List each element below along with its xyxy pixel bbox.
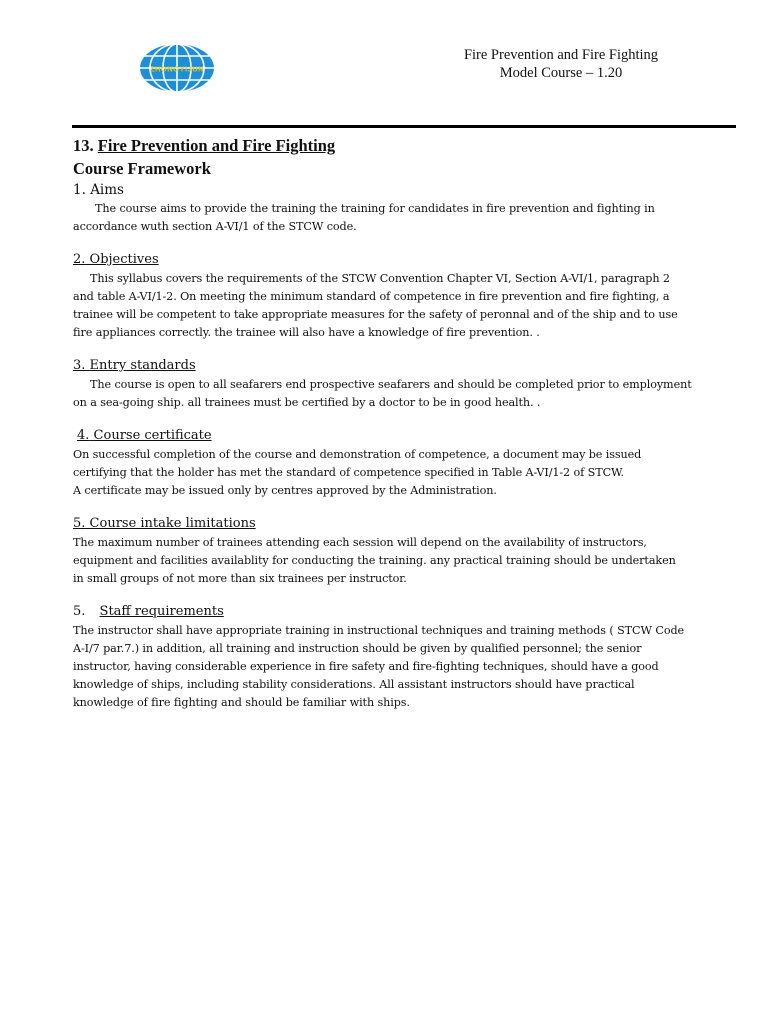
section-title: Objectives xyxy=(89,252,159,267)
section-body-intake-limitations xyxy=(73,534,725,588)
section-title: Staff requirements xyxy=(99,604,224,619)
section-body-aims xyxy=(73,200,725,236)
text-line: A certificate may be issued only by centres approved by the Administration. xyxy=(73,484,497,497)
section-heading-course-certificate xyxy=(73,428,725,444)
text-line: A-I/7 par.7.) in addition, all training and instruction should be given by qualified personnel; the senior xyxy=(73,642,642,655)
section-body-entry-standards xyxy=(73,376,725,412)
section-body-course-certificate xyxy=(73,446,725,500)
text-line: The course is open to all seafarers end prospective seafarers and should be completed prior to employment xyxy=(90,378,692,391)
main-heading-number: 13. xyxy=(73,136,94,155)
logo-text: ZHONGYIJUN xyxy=(149,64,205,74)
text-line: The course aims to provide the training the training for candidates in fire prevention and fighting in xyxy=(95,202,655,215)
document-body xyxy=(73,136,725,712)
text-line: trainee will be competent to take appropriate measures for the safety of peronnal and of the ship and to use xyxy=(73,308,678,321)
section-body-staff-requirements xyxy=(73,622,725,712)
text-line: knowledge of ships, including stability considerations. All assistant instructors should have practical xyxy=(73,678,635,691)
text-line: in small groups of not more than six trainees per instructor. xyxy=(73,572,407,585)
text-line: The maximum number of trainees attending each session will depend on the availability of instructors, xyxy=(73,536,647,549)
section-title: Course intake limitations xyxy=(89,516,256,531)
section-number: 2. xyxy=(73,252,86,267)
section-number: 3. xyxy=(73,358,86,373)
text-line: and table A-VI/1-2. On meeting the minimum standard of competence in fire prevention and fire fighting, a xyxy=(73,290,670,303)
section-number: 5. xyxy=(73,516,86,531)
text-line: on a sea-going ship. all trainees must be certified by a doctor to be in good health. . xyxy=(73,396,541,409)
text-line: knowledge of fire fighting and should be familiar with ships. xyxy=(73,696,410,709)
section-heading-objectives xyxy=(73,252,725,268)
section-heading-entry-standards xyxy=(73,358,725,374)
section-heading-staff-requirements xyxy=(73,604,725,620)
section-title: Entry standards xyxy=(89,358,196,373)
main-heading xyxy=(73,136,725,156)
text-line: instructor, having considerable experience in fire safety and fire-fighting techniques, should have a good xyxy=(73,660,659,673)
text-line: On successful completion of the course and demonstration of competence, a document may be issued xyxy=(73,448,642,461)
header-course-number: Model Course – 1.20 xyxy=(499,65,623,81)
text-line: certifying that the holder has met the standard of competence specified in Table A-VI/1-2 of STCW. xyxy=(73,466,624,479)
document-header xyxy=(400,46,722,82)
section-title: Course certificate xyxy=(93,428,212,443)
text-line: This syllabus covers the requirements of the STCW Convention Chapter VI, Section A-VI/1, paragraph 2 xyxy=(90,272,670,285)
section-number: 4. xyxy=(77,428,90,443)
header-title: Fire Prevention and Fire Fighting xyxy=(463,47,659,63)
text-line: The instructor shall have appropriate training in instructional techniques and training methods ( STCW Code xyxy=(73,624,685,637)
text-line: accordance wuth section A-VI/1 of the STCW code. xyxy=(73,220,357,233)
globe-logo xyxy=(138,42,216,94)
subtitle: Course Framework xyxy=(73,159,211,178)
section-heading-intake-limitations xyxy=(73,516,725,532)
section-number: 1. xyxy=(73,182,86,198)
text-line: equipment and facilities availablity for conducting the training. any practical training should be undertaken xyxy=(73,554,676,567)
section-heading-aims xyxy=(73,182,725,198)
main-heading-title: Fire Prevention and Fire Fighting xyxy=(97,136,336,155)
header-divider xyxy=(72,125,736,128)
text-line: fire appliances correctly. the trainee will also have a knowledge of fire prevention. . xyxy=(73,326,540,339)
section-title: Aims xyxy=(90,182,124,198)
section-body-objectives xyxy=(73,270,725,342)
section-number: 5. xyxy=(73,604,86,619)
